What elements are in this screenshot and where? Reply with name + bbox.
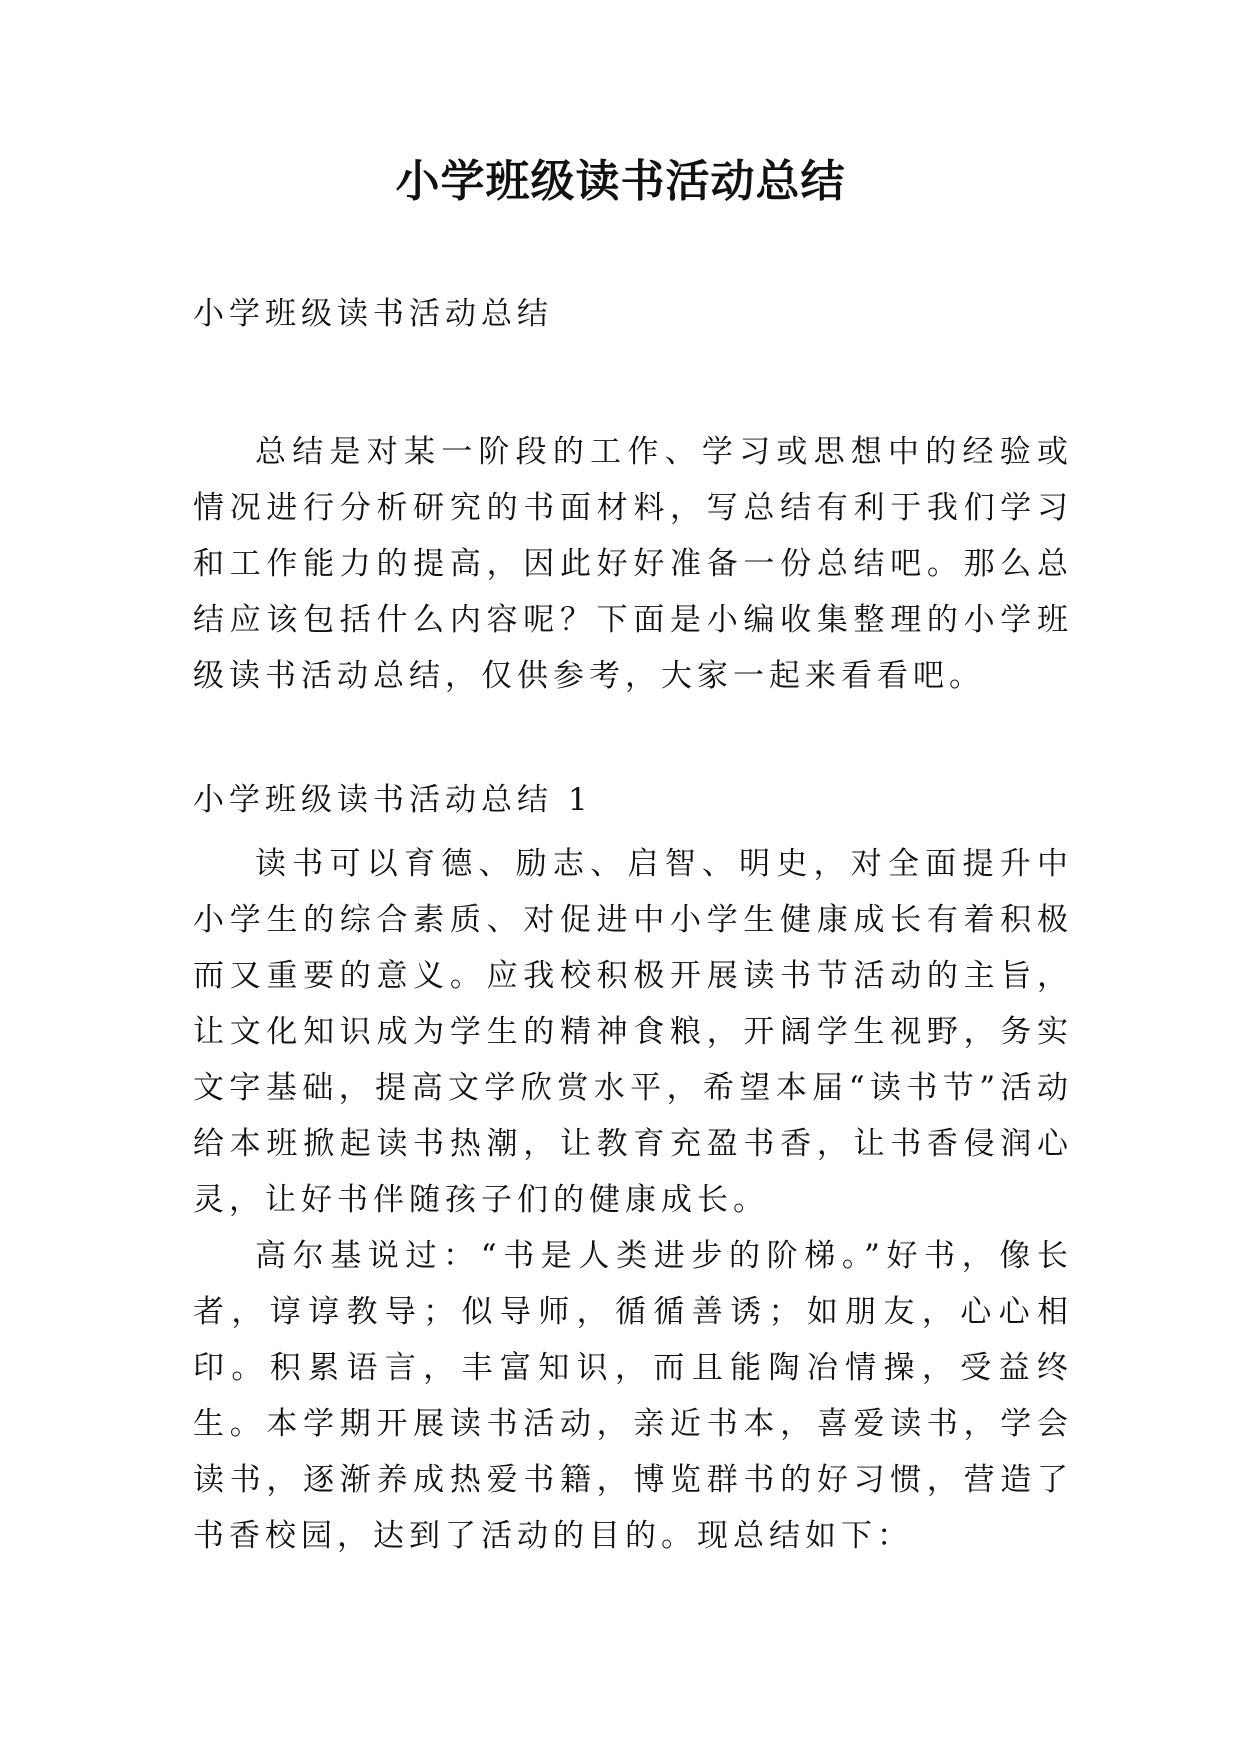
section-paragraph-2: 高尔基说过：“书是人类进步的阶梯。”好书，像长者，谆谆教导；似导师，循循善诱；如朋友，心心相印。积累语言，丰富知识，而且能陶冶情操，受益终生。本学期开展读书活动，亲近书本，喜爱读书，学会读书，逐渐养成热爱书籍，博览群书的好习惯，营造了书香校园，达到了活动的目的。现总结如下： bbox=[193, 1238, 1073, 1554]
document-body bbox=[193, 286, 1073, 1564]
document-title: 小学班级读书活动总结 bbox=[395, 156, 846, 207]
section-paragraph-1: 读书可以育德、励志、启智、明史，对全面提升中小学生的综合素质、对促进中小学生健康成长有着积极而又重要的意义。应我校积极开展读书节活动的主旨，让文化知识成为学生的精神食粮，开阔学生视野，务实文字基础，提高文学欣赏水平，希望本届“读书节”活动给本班掀起读书热潮，让教育充盈书香，让书香侵润心灵，让好书伴随孩子们的健康成长。 bbox=[193, 846, 1073, 1218]
document-subtitle: 小学班级读书活动总结 bbox=[193, 296, 553, 332]
spacer bbox=[193, 704, 1073, 772]
spacer bbox=[193, 342, 1073, 424]
spacer bbox=[193, 828, 1073, 836]
section-heading: 小学班级读书活动总结 1 bbox=[193, 782, 593, 818]
intro-paragraph: 总结是对某一阶段的工作、学习或思想中的经验或情况进行分析研究的书面材料，写总结有利于我们学习和工作能力的提高，因此好好准备一份总结吧。那么总结应该包括什么内容呢？下面是小编收集整理的小学班级读书活动总结，仅供参考，大家一起来看看吧。 bbox=[193, 434, 1073, 694]
